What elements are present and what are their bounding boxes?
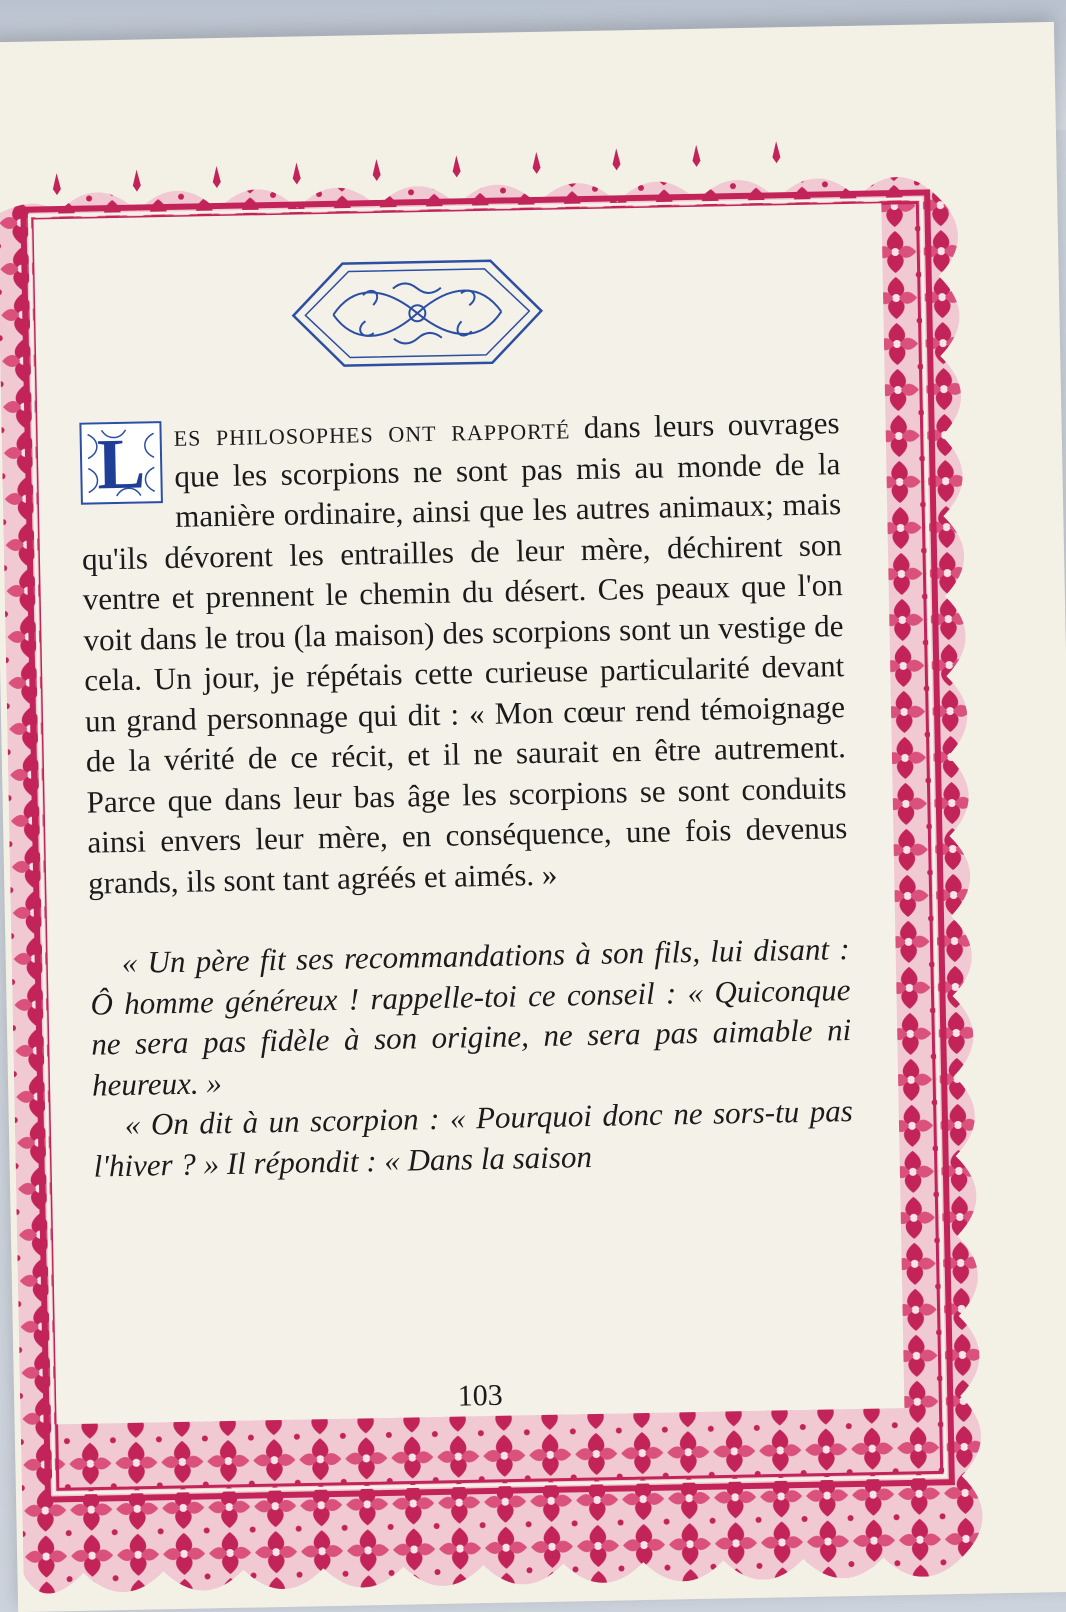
paragraph-2: « Un père fit ses recommandations à son fils, lui disant : Ô homme généreux ! rappelle-toi ce conseil : « Quiconque ne sera pas fidèle à son origine, ne sera pas aimable ni heureux. »: [90, 931, 852, 1103]
drop-cap-letter: L: [96, 423, 146, 505]
body-text: [79, 402, 854, 1186]
illuminated-drop-cap: [79, 421, 163, 505]
text-panel: [33, 203, 904, 1424]
book-page: [0, 22, 1066, 1612]
paragraph-1: dans leurs ouvrages que les scorpions ne sont pas mis au monde de la manière ordinaire, ainsi que les autres animaux; mais qu'ils dévorent les entrailles de leur mère, déchirent son ventre et prennent le chemin du désert. Ces peaux que l'on voit dans le trou (la maison) des scorpions sont un vestige de cela. Un jour, je répétais cette curieuse particularité devant un grand personnage qui dit : « Mon cœur rend témoignage de la vérité de ce récit, et il ne saurait en être autrement. Parce que dans leur bas âge les scorpions se sont conduits ainsi envers leur mère, en conséquence, une fois devenus grands, ils sont tant agréés et aimés. »: [81, 405, 848, 901]
arabesque-ornament-icon: [282, 252, 552, 375]
paragraph-3: « On dit à un scorpion : « Pourquoi donc ne sors-tu pas l'hiver ? » Il répondit : « Dans la saison: [93, 1092, 854, 1184]
heading-small-caps: es philosophes ont rapporté: [173, 409, 571, 453]
page-number: 103: [457, 1378, 503, 1413]
